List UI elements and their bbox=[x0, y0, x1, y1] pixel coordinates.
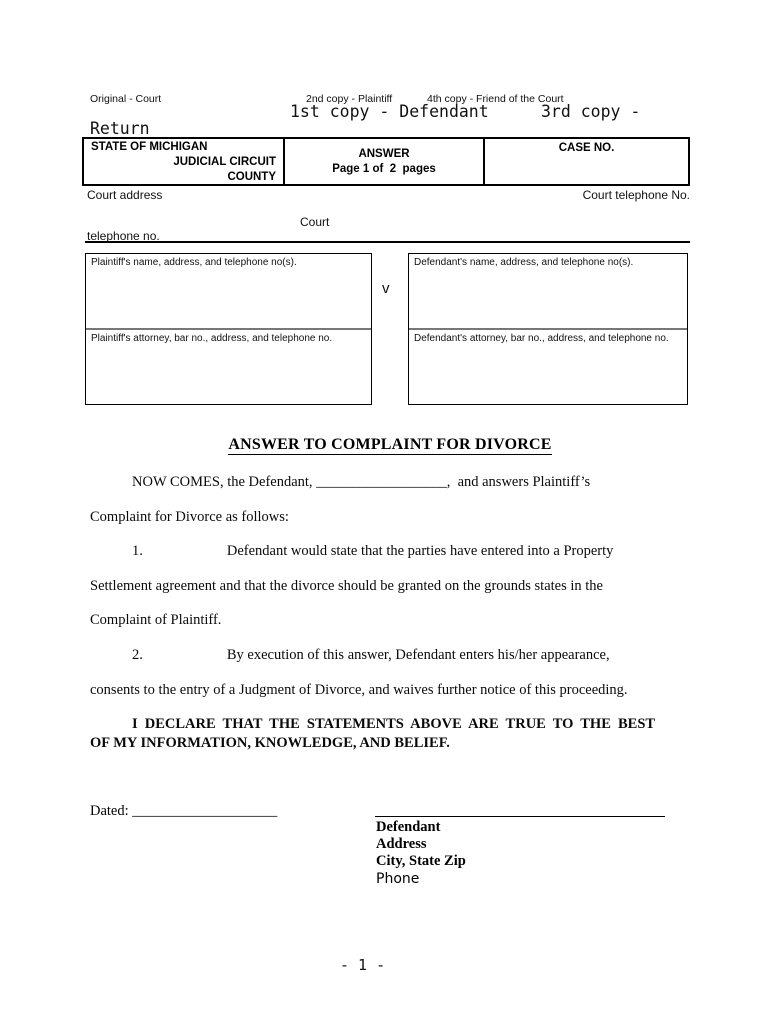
declaration-paragraph bbox=[90, 715, 730, 754]
state-label: STATE OF MICHIGAN bbox=[91, 141, 208, 153]
court-telephone-label: Court telephone No. bbox=[582, 188, 690, 202]
case-no-field[interactable] bbox=[485, 139, 688, 184]
copy-1st-label: 1st copy - Defendant bbox=[290, 102, 489, 121]
intro-text-post: , and answers Plaintiff’s bbox=[446, 474, 591, 490]
dated-label: Dated: bbox=[90, 803, 129, 819]
dated-row bbox=[90, 802, 277, 820]
intro-paragraph bbox=[90, 465, 730, 534]
item1-text1: Defendant would state that the parties have entered into a Property bbox=[226, 543, 614, 559]
versus-label: v bbox=[382, 280, 390, 297]
item1-paragraph bbox=[90, 534, 730, 638]
copy-2nd-label: 2nd copy - Plaintiff bbox=[306, 93, 393, 105]
copy-3rd-label: 3rd copy - bbox=[541, 102, 641, 121]
item1-line2: Settlement agreement and that the divorce should be granted on the grounds states in the bbox=[90, 577, 603, 594]
defendant-attorney-field[interactable] bbox=[409, 330, 687, 404]
signature-line[interactable] bbox=[375, 816, 665, 817]
page-number: - 1 - bbox=[340, 956, 386, 974]
item1-number: 1. bbox=[132, 543, 143, 559]
intro-line1 bbox=[90, 465, 730, 500]
copy-3rd-wrap-label: Return bbox=[90, 119, 150, 138]
court-telephone-wrap-b: telephone no. bbox=[87, 229, 160, 243]
defendant-box bbox=[408, 253, 688, 405]
plaintiff-attorney-label: Plaintiff's attorney, bar no., address, and telephone no. bbox=[91, 333, 333, 344]
signer-address-label: Address bbox=[376, 836, 427, 853]
plaintiff-box bbox=[85, 253, 372, 405]
declaration-line1: I DECLARE THAT THE STATEMENTS ABOVE ARE TRUE TO THE BEST bbox=[132, 716, 656, 732]
court-jurisdiction-cell[interactable] bbox=[84, 139, 285, 184]
signer-phone-label: Phone bbox=[376, 870, 420, 887]
plaintiff-attorney-field[interactable] bbox=[86, 330, 371, 404]
county-label: COUNTY bbox=[227, 171, 276, 183]
item1-line1 bbox=[90, 534, 730, 569]
item1-line3: Complaint of Plaintiff. bbox=[90, 612, 222, 629]
item2-paragraph bbox=[90, 638, 730, 707]
defendant-name-label: Defendant's name, address, and telephone no(s). bbox=[414, 257, 634, 268]
case-header-table bbox=[82, 137, 690, 186]
case-no-label: CASE NO. bbox=[558, 142, 615, 154]
header-underline bbox=[85, 241, 690, 243]
form-name-label: ANSWER bbox=[358, 148, 410, 160]
court-address-label: Court address bbox=[87, 188, 163, 202]
document-title: ANSWER TO COMPLAINT FOR DIVORCE bbox=[228, 436, 552, 453]
intro-text-pre: NOW COMES, the Defendant, bbox=[132, 474, 317, 490]
intro-line2: Complaint for Divorce as follows: bbox=[90, 508, 289, 525]
signature-block bbox=[376, 819, 466, 888]
document-title-wrap bbox=[90, 436, 690, 454]
plaintiff-name-label: Plaintiff's name, address, and telephone no(s). bbox=[91, 257, 297, 268]
signer-city-state-zip-label: City, State Zip bbox=[376, 853, 466, 870]
page-info-label: Page 1 of 2 pages bbox=[332, 163, 436, 175]
copy-original-label: Original - Court bbox=[90, 93, 162, 105]
court-telephone-wrap-a: Court bbox=[300, 215, 330, 229]
form-title-cell bbox=[285, 139, 485, 184]
declaration-line2: OF MY INFORMATION, KNOWLEDGE, AND BELIEF. bbox=[90, 735, 450, 752]
defendant-name-field[interactable] bbox=[409, 254, 687, 330]
dated-blank[interactable]: ____________________ bbox=[132, 803, 278, 819]
copy-4th-label: 4th copy - Friend of the Court bbox=[427, 93, 564, 105]
defendant-attorney-label: Defendant's attorney, bar no., address, and telephone no. bbox=[414, 333, 669, 344]
plaintiff-name-field[interactable] bbox=[86, 254, 371, 330]
item2-text1: By execution of this answer, Defendant enters his/her appearance, bbox=[226, 647, 610, 663]
item2-number: 2. bbox=[132, 647, 143, 663]
defendant-name-blank[interactable]: __________________ bbox=[316, 474, 447, 490]
signer-role-label: Defendant bbox=[376, 819, 441, 835]
item2-line1 bbox=[90, 638, 730, 673]
item2-line2: consents to the entry of a Judgment of Divorce, and waives further notice of this proceeding. bbox=[90, 681, 628, 698]
judicial-circuit-label: JUDICIAL CIRCUIT bbox=[173, 156, 276, 168]
